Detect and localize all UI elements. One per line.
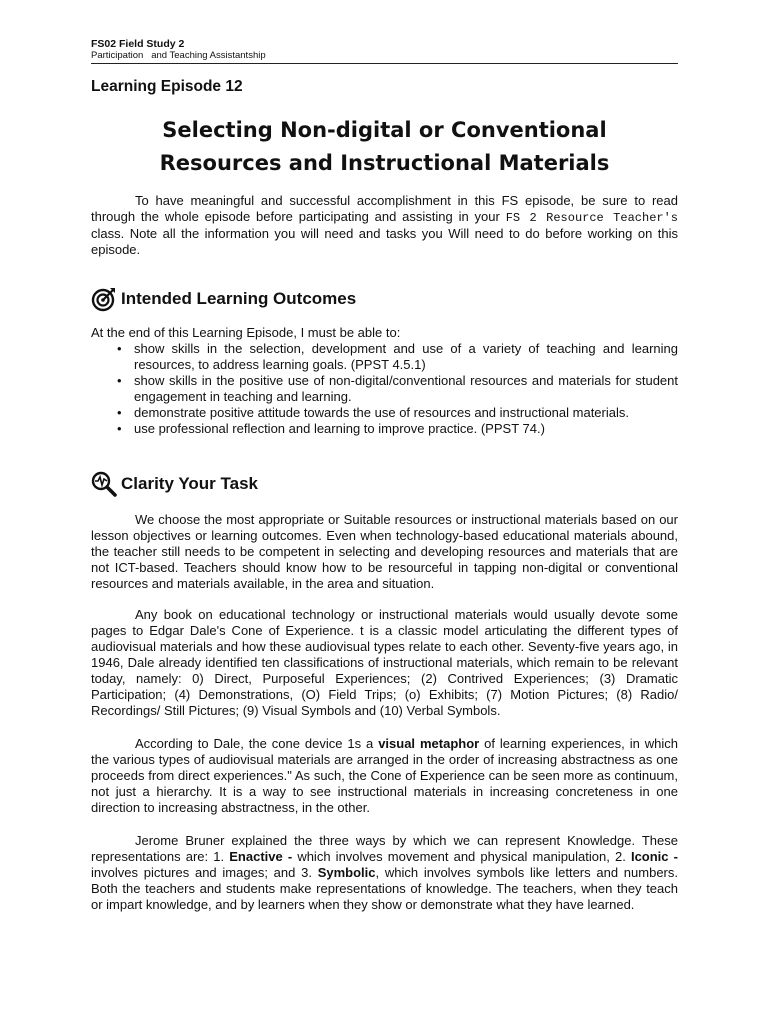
- target-icon: [91, 286, 117, 312]
- task-paragraph-1: We choose the most appropriate or Suitable resources or instructional materials based on our lesson objectives or learning outcomes. Even when technology-based educational materials abound, the teacher still needs to be competent in selecting and developing resources and materials that are not ICT-based. Teachers should know how to be resourceful in tapping non-digital or conventional resources and materials available, in the area and situation.: [91, 512, 678, 591]
- task-paragraph-4: Jerome Bruner explained the three ways by which we can represent Knowledge. These representations are: 1. Enactive - which involves movement and physical manipulation, 2. Iconic - involves pictures and images; and 3. Symbolic, which involves symbols like letters and numbers. Both the teachers and students make representations of knowledge. The teachers, when they teach or impart knowledge, and by learners when they show or demonstrate what they have learned.: [91, 833, 678, 912]
- running-header: [91, 38, 678, 64]
- intro-text-1: To have meaningful and successful accomplishment in this FS episode, be sure to read through the whole episode before participating and assisting in your: [91, 193, 678, 224]
- title-line-1: Selecting Non-digital or Conventional: [162, 118, 607, 142]
- outcomes-heading: [91, 286, 356, 312]
- page-title: [91, 114, 678, 180]
- episode-label: Learning Episode 12: [91, 78, 243, 95]
- list-item: • use professional reflection and learning to improve practice. (PPST 74.): [117, 421, 545, 436]
- intro-mono-text: FS 2 Resource Teacher's: [505, 211, 678, 225]
- title-line-2: Resources and Instructional Materials: [159, 151, 610, 175]
- outcomes-list: [91, 341, 678, 437]
- intro-paragraph: [91, 193, 678, 258]
- list-item: • demonstrate positive attitude towards the use of resources and instructional materials.: [117, 405, 629, 420]
- intro-text-2: class. Note all the information you will need and tasks you Will need to do before working on this episode.: [91, 226, 678, 257]
- course-title: FS02 Field Study 2: [91, 38, 185, 50]
- task-paragraph-3: According to Dale, the cone device 1s a visual metaphor of learning experiences, in which the various types of audiovisual materials are arranged in the order of increasing abstractness as one proceeds from direct experiences." As such, the Cone of Experience can be seen more as continuum, not just a hierarchy. It is a way to see instructional materials in increasing concreteness in one direction to increasing abstractness, in the other.: [91, 736, 678, 815]
- list-item: • show skills in the positive use of non-digital/conventional resources and materials for student engagement in teaching and learning.: [117, 373, 678, 404]
- task-heading-text: Clarity Your Task: [121, 474, 258, 493]
- outcomes-lead: At the end of this Learning Episode, I must be able to:: [91, 325, 401, 340]
- list-item: • show skills in the selection, development and use of a variety of teaching and learning resources, to address learning goals. (PPST 4.5.1): [117, 341, 678, 372]
- task-paragraph-2: Any book on educational technology or instructional materials would usually devote some pages to Edgar Dale's Cone of Experience. t is a classic model articulating the different types of audiovisual materials and how these audiovisual types relate to each other. Seventy-five years ago, in 1946, Dale already identified ten classifications of instructional materials, which remain to be relevant today, namely: 0) Direct, Purposeful Experiences; (2) Contrived Experiences; (3) Dramatic Participation; (4) Demonstrations, (O) Field Trips; (o) Exhibits; (7) Motion Pictures; (8) Radio/ Recordings/ Still Pictures; (9) Visual Symbols and (10) Verbal Symbols.: [91, 607, 678, 718]
- outcomes-heading-text: Intended Learning Outcomes: [121, 289, 357, 308]
- task-heading: [91, 471, 258, 497]
- course-subtitle: Participation and Teaching Assistantship: [91, 50, 266, 61]
- magnifier-icon: [91, 471, 117, 497]
